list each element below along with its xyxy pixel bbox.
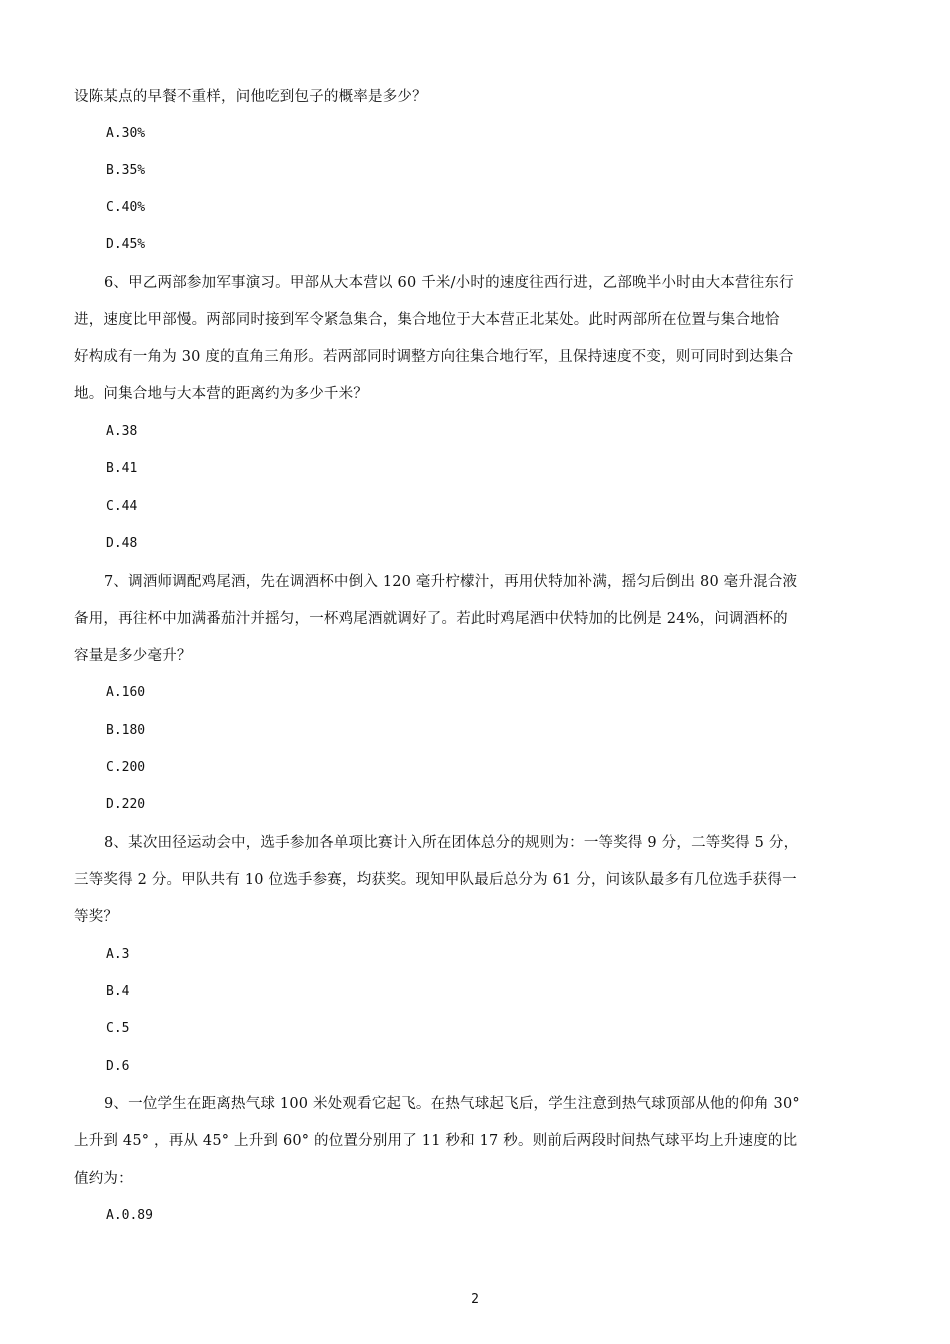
q8-option-a: A.3 [106, 947, 130, 962]
q6-text-line-2: 进，速度比甲部慢。两部同时接到军令紧急集合，集合地位于大本营正北某处。此时两部所在位置与集合地恰 [74, 312, 780, 328]
q6-option-b: B.41 [106, 461, 138, 476]
q6-text-line-3: 好构成有一角为 30 度的直角三角形。若两部同时调整方向往集合地行军，且保持速度不变，则可同时到达集合 [74, 349, 794, 365]
q7-option-d: D.220 [106, 797, 146, 812]
q8-text-line-2: 三等奖得 2 分。甲队共有 10 位选手参赛，均获奖。现知甲队最后总分为 61 分，问该队最多有几位选手获得一 [74, 872, 797, 888]
q9-text-line-1: 9、一位学生在距离热气球 100 米处观看它起飞。在热气球起飞后，学生注意到热气球顶部从他的仰角 30° [104, 1096, 800, 1112]
q6-text-line-4: 地。问集合地与大本营的距离约为多少千米？ [74, 386, 368, 402]
q8-option-c: C.5 [106, 1021, 130, 1036]
q7-text-line-3: 容量是多少毫升？ [74, 648, 192, 664]
q9-text-line-3: 值约为： [74, 1171, 133, 1187]
q6-option-a: A.38 [106, 424, 138, 439]
q7-text-line-2: 备用，再往杯中加满番茄汁并摇匀，一杯鸡尾酒就调好了。若此时鸡尾酒中伏特加的比例是 24%，问调酒杯的 [74, 611, 788, 627]
q5-option-c: C.40% [106, 200, 146, 215]
q8-text-line-3: 等奖？ [74, 909, 119, 925]
q7-option-c: C.200 [106, 760, 146, 775]
q8-option-b: B.4 [106, 984, 130, 999]
page-number: 2 [471, 1292, 479, 1307]
q5-text-line: 设陈某点的早餐不重样，问他吃到包子的概率是多少？ [74, 89, 427, 105]
q8-text-line-1: 8、某次田径运动会中，选手参加各单项比赛计入所在团体总分的规则为：一等奖得 9 分，二等奖得 5 分， [104, 835, 799, 851]
q6-option-c: C.44 [106, 499, 138, 514]
q6-option-d: D.48 [106, 536, 138, 551]
q5-option-d: D.45% [106, 237, 146, 252]
q8-option-d: D.6 [106, 1059, 130, 1074]
q7-option-b: B.180 [106, 723, 146, 738]
q7-text-line-1: 7、调酒师调配鸡尾酒，先在调酒杯中倒入 120 毫升柠檬汁，再用伏特加补满，摇匀后倒出 80 毫升混合液 [104, 574, 798, 590]
q5-option-a: A.30% [106, 126, 146, 141]
q9-option-a: A.0.89 [106, 1208, 153, 1223]
q6-text-line-1: 6、甲乙两部参加军事演习。甲部从大本营以 60 千米/小时的速度往西行进，乙部晚半小时由大本营往东行 [104, 275, 794, 291]
q9-text-line-2: 上升到 45° ，再从 45° 上升到 60° 的位置分别用了 11 秒和 17 秒。则前后两段时间热气球平均上升速度的比 [74, 1133, 798, 1149]
q5-option-b: B.35% [106, 163, 146, 178]
q7-option-a: A.160 [106, 685, 146, 700]
